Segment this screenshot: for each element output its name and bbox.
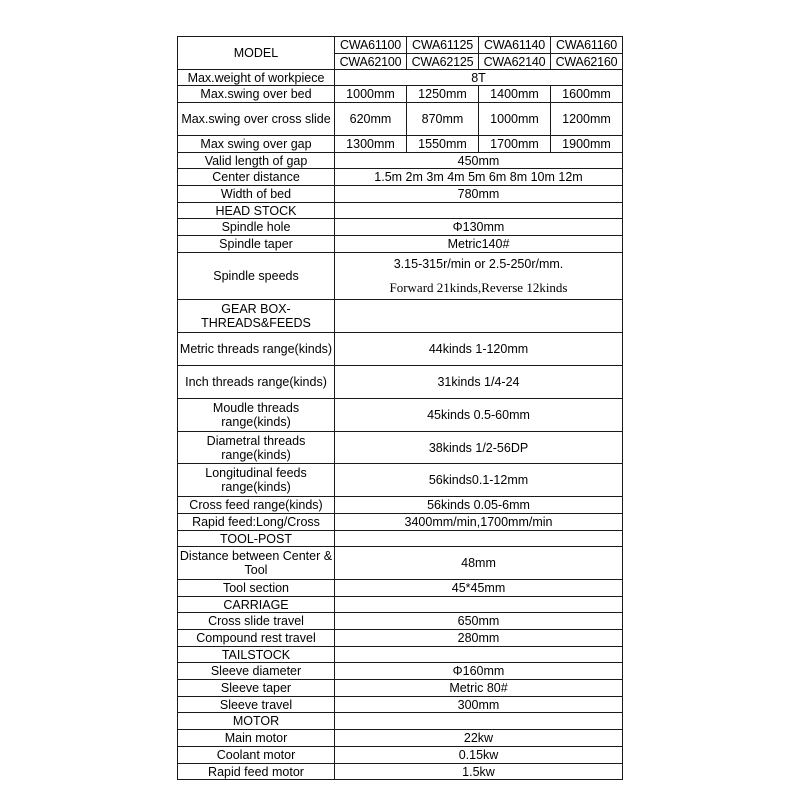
- spec-row: [178, 697, 623, 713]
- model-row-1: [178, 37, 623, 54]
- model-cell: CWA62100: [335, 54, 407, 70]
- spec-value: 1000mm: [479, 103, 551, 136]
- empty-cell: [335, 531, 623, 547]
- spec-row: [178, 514, 623, 531]
- spec-value: Φ130mm: [335, 219, 623, 236]
- spec-row: [178, 253, 623, 300]
- model-cell: CWA62125: [407, 54, 479, 70]
- empty-cell: [335, 713, 623, 730]
- spec-value: 56kinds0.1-12mm: [335, 464, 623, 497]
- empty-cell: [335, 597, 623, 613]
- spec-row: [178, 153, 623, 169]
- spec-value: 1.5m 2m 3m 4m 5m 6m 8m 10m 12m: [335, 169, 623, 186]
- spec-row: [178, 747, 623, 764]
- section-row: [178, 647, 623, 663]
- empty-cell: [335, 300, 623, 333]
- spec-value: 3400mm/min,1700mm/min: [335, 514, 623, 531]
- spec-value: 1.5kw: [335, 764, 623, 780]
- spec-value: 1300mm: [335, 136, 407, 153]
- spec-label: Width of bed: [178, 186, 335, 203]
- model-cell: CWA61160: [551, 37, 623, 54]
- spec-label: Max.swing over cross slide: [178, 103, 335, 136]
- spec-label: Moudle threads range(kinds): [178, 399, 335, 432]
- spec-row: [178, 236, 623, 253]
- spec-label: Metric threads range(kinds): [178, 333, 335, 366]
- model-cell: CWA61140: [479, 37, 551, 54]
- spindle-speeds-line-1: 3.15-315r/min or 2.5-250r/mm.: [393, 257, 564, 271]
- spec-row: [178, 663, 623, 680]
- spec-row: [178, 497, 623, 514]
- model-cell: CWA61100: [335, 37, 407, 54]
- spec-row: [178, 547, 623, 580]
- spec-label: Spindle taper: [178, 236, 335, 253]
- spec-value: 31kinds 1/4-24: [335, 366, 623, 399]
- spec-value: 650mm: [335, 613, 623, 630]
- spec-value: 38kinds 1/2-56DP: [335, 432, 623, 464]
- spec-value: 1200mm: [551, 103, 623, 136]
- spec-row: [178, 169, 623, 186]
- spec-label: Rapid feed motor: [178, 764, 335, 780]
- spec-value: 870mm: [407, 103, 479, 136]
- spec-label: Valid length of gap: [178, 153, 335, 169]
- spec-value: 45kinds 0.5-60mm: [335, 399, 623, 432]
- spec-value: Metric 80#: [335, 680, 623, 697]
- spec-label: Inch threads range(kinds): [178, 366, 335, 399]
- spec-label: Diametral threads range(kinds): [178, 432, 335, 464]
- spec-row: [178, 432, 623, 464]
- spec-value: 22kw: [335, 730, 623, 747]
- spec-row: [178, 333, 623, 366]
- spec-label: Max swing over gap: [178, 136, 335, 153]
- section-heading: HEAD STOCK: [178, 203, 335, 219]
- spec-value: 300mm: [335, 697, 623, 713]
- spec-value: 48mm: [335, 547, 623, 580]
- spec-table: [177, 36, 623, 780]
- spec-row: [178, 730, 623, 747]
- spec-value: 620mm: [335, 103, 407, 136]
- section-heading: GEAR BOX-THREADS&FEEDS: [178, 300, 335, 333]
- section-row: [178, 713, 623, 730]
- spec-label: Sleeve taper: [178, 680, 335, 697]
- spec-row: [178, 366, 623, 399]
- spec-row: [178, 219, 623, 236]
- spec-value: 1700mm: [479, 136, 551, 153]
- spec-label: Max.swing over bed: [178, 86, 335, 103]
- spec-value: 8T: [335, 70, 623, 86]
- spec-label: Center distance: [178, 169, 335, 186]
- spec-value: 45*45mm: [335, 580, 623, 597]
- spec-row: [178, 86, 623, 103]
- spec-label: Cross feed range(kinds): [178, 497, 335, 514]
- spec-label: Tool section: [178, 580, 335, 597]
- spec-label: Longitudinal feeds range(kinds): [178, 464, 335, 497]
- section-heading: TOOL-POST: [178, 531, 335, 547]
- section-heading: TAILSTOCK: [178, 647, 335, 663]
- spec-value: 1900mm: [551, 136, 623, 153]
- spec-value: Metric140#: [335, 236, 623, 253]
- model-cell: CWA61125: [407, 37, 479, 54]
- empty-cell: [335, 647, 623, 663]
- section-row: [178, 300, 623, 333]
- spec-value: [335, 253, 623, 300]
- spec-row: [178, 764, 623, 780]
- section-row: [178, 203, 623, 219]
- spec-value: 450mm: [335, 153, 623, 169]
- spec-value: 44kinds 1-120mm: [335, 333, 623, 366]
- spec-value: 1400mm: [479, 86, 551, 103]
- spec-row: [178, 186, 623, 203]
- spindle-speeds-line-2: Forward 21kinds,Reverse 12kinds: [389, 280, 568, 295]
- empty-cell: [335, 203, 623, 219]
- section-row: [178, 597, 623, 613]
- spec-value: 780mm: [335, 186, 623, 203]
- spec-row: [178, 464, 623, 497]
- spec-label: Main motor: [178, 730, 335, 747]
- spec-row: [178, 136, 623, 153]
- spec-label: Coolant motor: [178, 747, 335, 764]
- spec-label: Sleeve travel: [178, 697, 335, 713]
- spec-value: 1250mm: [407, 86, 479, 103]
- spec-label: Max.weight of workpiece: [178, 70, 335, 86]
- spec-value: Φ160mm: [335, 663, 623, 680]
- spec-label: Rapid feed:Long/Cross: [178, 514, 335, 531]
- spec-row: [178, 613, 623, 630]
- spec-label: Spindle hole: [178, 219, 335, 236]
- spec-value: 280mm: [335, 630, 623, 647]
- spec-row: [178, 399, 623, 432]
- spec-label: Sleeve diameter: [178, 663, 335, 680]
- spec-value: 1600mm: [551, 86, 623, 103]
- spec-row: [178, 680, 623, 697]
- spec-row: [178, 103, 623, 136]
- spec-label: Compound rest travel: [178, 630, 335, 647]
- spec-row: [178, 580, 623, 597]
- section-row: [178, 531, 623, 547]
- spec-row: [178, 70, 623, 86]
- spec-row: [178, 630, 623, 647]
- model-cell: CWA62160: [551, 54, 623, 70]
- spec-label: Cross slide travel: [178, 613, 335, 630]
- spec-value: 56kinds 0.05-6mm: [335, 497, 623, 514]
- section-heading: MOTOR: [178, 713, 335, 730]
- model-cell: CWA62140: [479, 54, 551, 70]
- section-heading: CARRIAGE: [178, 597, 335, 613]
- spec-label: Distance between Center & Tool: [178, 547, 335, 580]
- model-label: MODEL: [178, 37, 335, 70]
- spec-value: 0.15kw: [335, 747, 623, 764]
- spec-value: 1550mm: [407, 136, 479, 153]
- spec-value: 1000mm: [335, 86, 407, 103]
- spec-label: Spindle speeds: [178, 253, 335, 300]
